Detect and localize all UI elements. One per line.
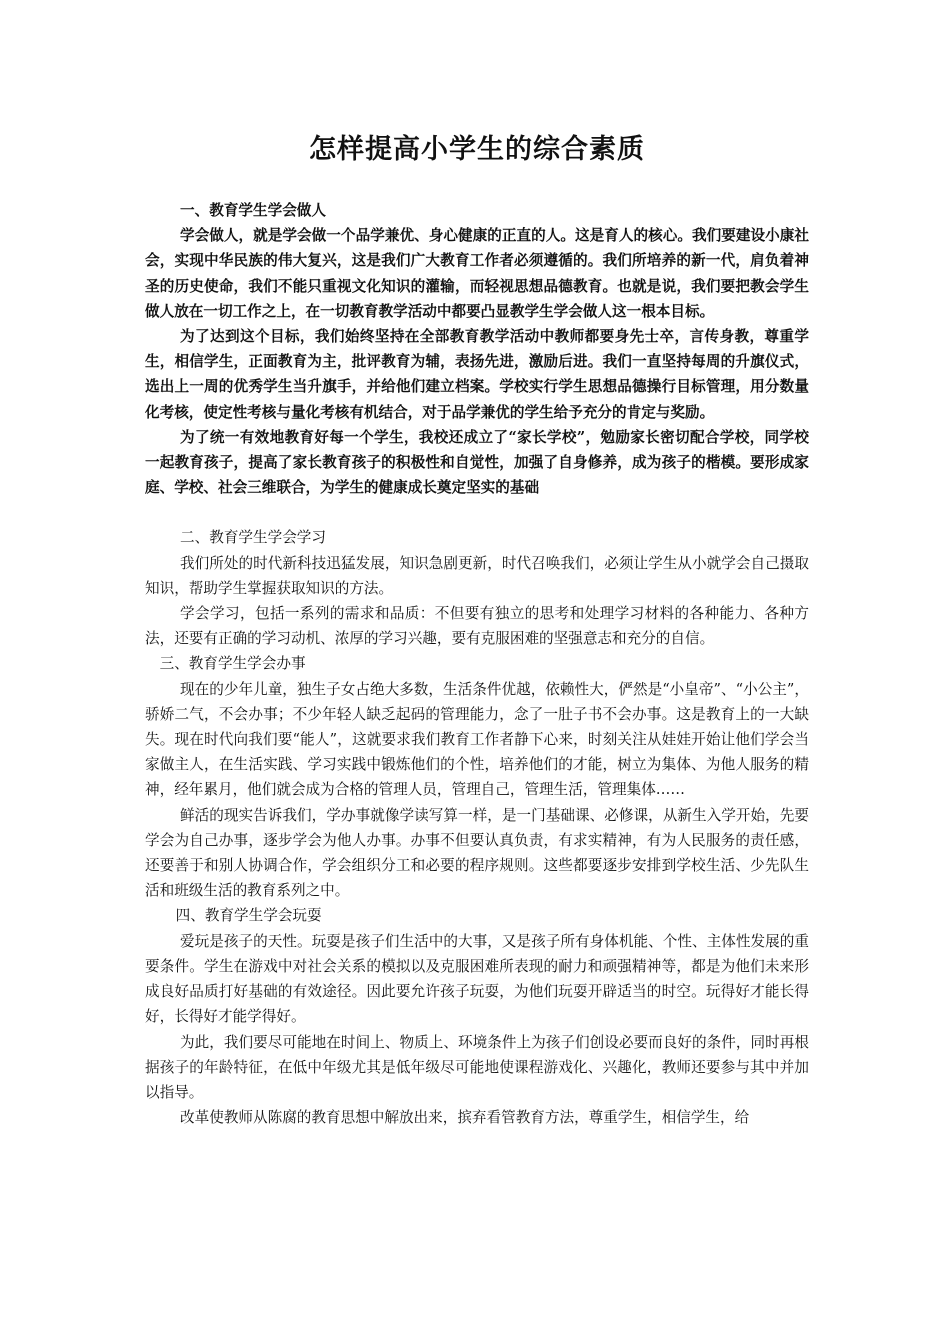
paragraph: 学会学习，包括一系列的需求和品质：不但要有独立的思考和处理学习材料的各种能力、各种方法，还要有正确的学习动机、浓厚的学习兴趣，要有克服困难的坚强意志和充分的自信。 [145,605,809,648]
section-3 [145,651,809,903]
paragraph: 学会做人，就是学会做一个品学兼优、身心健康的正直的人。这是育人的核心。我们要建设小康社会，实现中华民族的伟大复兴，这是我们广大教育工作者必须遵循的。我们所培养的新一代，肩负着神圣的历史使命，我们不能只重视文化知识的灌输，而轻视思想品德教育。也就是说，我们要把教会学生做人放在一切工作之上，在一切教育教学活动中都要凸显教学生学会做人这一根本目标。 [145,227,809,320]
section-heading: 二、教育学生学会学习 [180,529,326,547]
section-heading: 三、教育学生学会办事 [159,655,306,673]
paragraph: 我们所处的时代新科技迅猛发展，知识急剧更新，时代召唤我们，必须让学生从小就学会自己摄取知识，帮助学生掌握获取知识的方法。 [145,554,809,597]
document-body [145,198,809,1130]
paragraph: 鲜活的现实告诉我们，学办事就像学读写算一样，是一门基础课、必修课，从新生入学开始，先要学会为自己办事，逐步学会为他人办事。办事不但要认真负责，有求实精神，有为人民服务的责任感，还要善于和别人协调合作，学会组织分工和必要的程序规则。这些都要逐步安排到学校生活、少先队生活和班级生活的教育系列之中。 [145,806,809,900]
section-1 [145,198,809,500]
paragraph: 为了统一有效地教育好每一个学生，我校还成立了“家长学校”，勉励家长密切配合学校，同学校一起教育孩子，提高了家长教育孩子的积极性和自觉性，加强了自身修养，成为孩子的楷模。要形成家庭、学校、社会三维联合，为学生的健康成长奠定坚实的基础 [145,428,809,497]
blank-line [145,500,809,525]
section-2 [145,525,809,651]
section-heading: 一、教育学生学会做人 [180,202,326,219]
paragraph: 为了达到这个目标，我们始终坚持在全部教育教学活动中教师都要身先士卒，言传身教，尊重学生，相信学生，正面教育为主，批评教育为辅，表扬先进，激励后进。我们一直坚持每周的升旗仪式，选出上一周的优秀学生当升旗手，并给他们建立档案。学校实行学生思想品德操行目标管理，用分数量化考核，使定性考核与量化考核有机结合，对于品学兼优的学生给予充分的肯定与奖励。 [145,328,809,421]
section-4 [145,903,809,1130]
document-title: 怎样提高小学生的综合素质 [309,134,645,165]
paragraph: 爱玩是孩子的天性。玩耍是孩子们生活中的大事，又是孩子所有身体机能、个性、主体性发展的重要条件。学生在游戏中对社会关系的模拟以及克服困难所表现的耐力和顽强精神等，都是为他们未来形成良好品质打好基础的有效途径。因此要允许孩子玩耍，为他们玩耍开辟适当的时空。玩得好才能长得好，长得好才能学得好。 [145,932,809,1026]
section-heading: 四、教育学生学会玩耍 [175,907,322,925]
paragraph: 为此，我们要尽可能地在时间上、物质上、环境条件上为孩子们创设必要而良好的条件，同时再根据孩子的年龄特征，在低中年级尤其是低年级尽可能地使课程游戏化、兴趣化，教师还要参与其中并加以指导。 [145,1033,809,1101]
paragraph: 改革使教师从陈腐的教育思想中解放出来，摈弃看管教育方法，尊重学生，相信学生，给 [180,1109,750,1127]
paragraph: 现在的少年儿童，独生子女占绝大多数，生活条件优越，依赖性大，俨然是“小皇帝”、“小公主”，骄娇二气，不会办事；不少年轻人缺乏起码的管理能力，念了一肚子书不会办事。这是教育上的一大缺失。现在时代向我们要“能人”，这就要求我们教育工作者静下心来，时刻关注从娃娃开始让他们学会当家做主人，在生活实践、学习实践中锻炼他们的个性，培养他们的才能，树立为集体、为他人服务的精神，经年累月，他们就会成为合格的管理人员，管理自己，管理生活，管理集体…… [145,680,809,799]
